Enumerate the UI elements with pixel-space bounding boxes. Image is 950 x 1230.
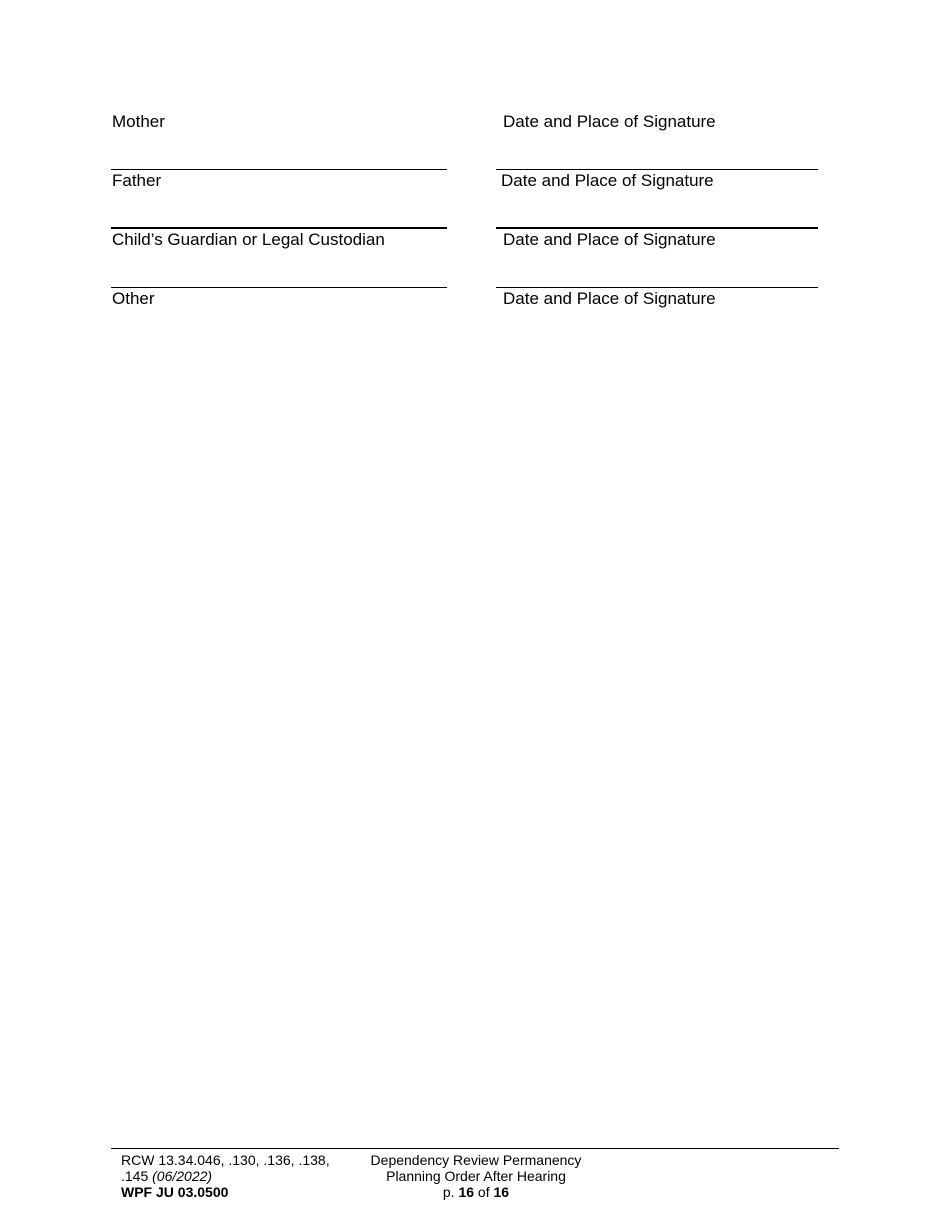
page-prefix: p. [442,1184,459,1200]
form-revision-date: (06/2022) [152,1168,213,1184]
footer-citation [121,1152,330,1200]
guardian-date-place-label: Date and Place of Signature [503,230,716,249]
mother-date-place-label: Date and Place of Signature [503,112,716,131]
father-signature-line [111,169,447,170]
page-total: 16 [493,1184,510,1200]
document-title-line2: Planning Order After Hearing [386,1168,566,1184]
father-date-line [496,169,818,170]
other-signature-line [111,287,447,288]
guardian-date-line [496,227,818,229]
page-current: 16 [458,1184,475,1200]
page-number [360,1184,592,1200]
other-signature-label: Other [112,289,155,308]
mother-signature-label: Mother [112,112,165,131]
footer-title [360,1152,592,1200]
guardian-signature-label: Child’s Guardian or Legal Custodian [112,230,385,249]
rcw-citation-suffix: .145 [121,1168,153,1184]
page-of: of [474,1184,494,1200]
rcw-citation-line2 [121,1168,330,1184]
father-signature-label: Father [112,171,162,190]
other-date-line [496,287,818,288]
form-id: WPF JU 03.0500 [121,1184,229,1200]
father-date-place-label: Date and Place of Signature [501,171,714,190]
guardian-signature-line [111,227,447,229]
rcw-citation-line1: RCW 13.34.046, .130, .136, .138, [121,1152,330,1168]
other-date-place-label: Date and Place of Signature [503,289,716,308]
document-title-line1: Dependency Review Permanency [370,1152,582,1168]
footer-divider [111,1148,839,1149]
